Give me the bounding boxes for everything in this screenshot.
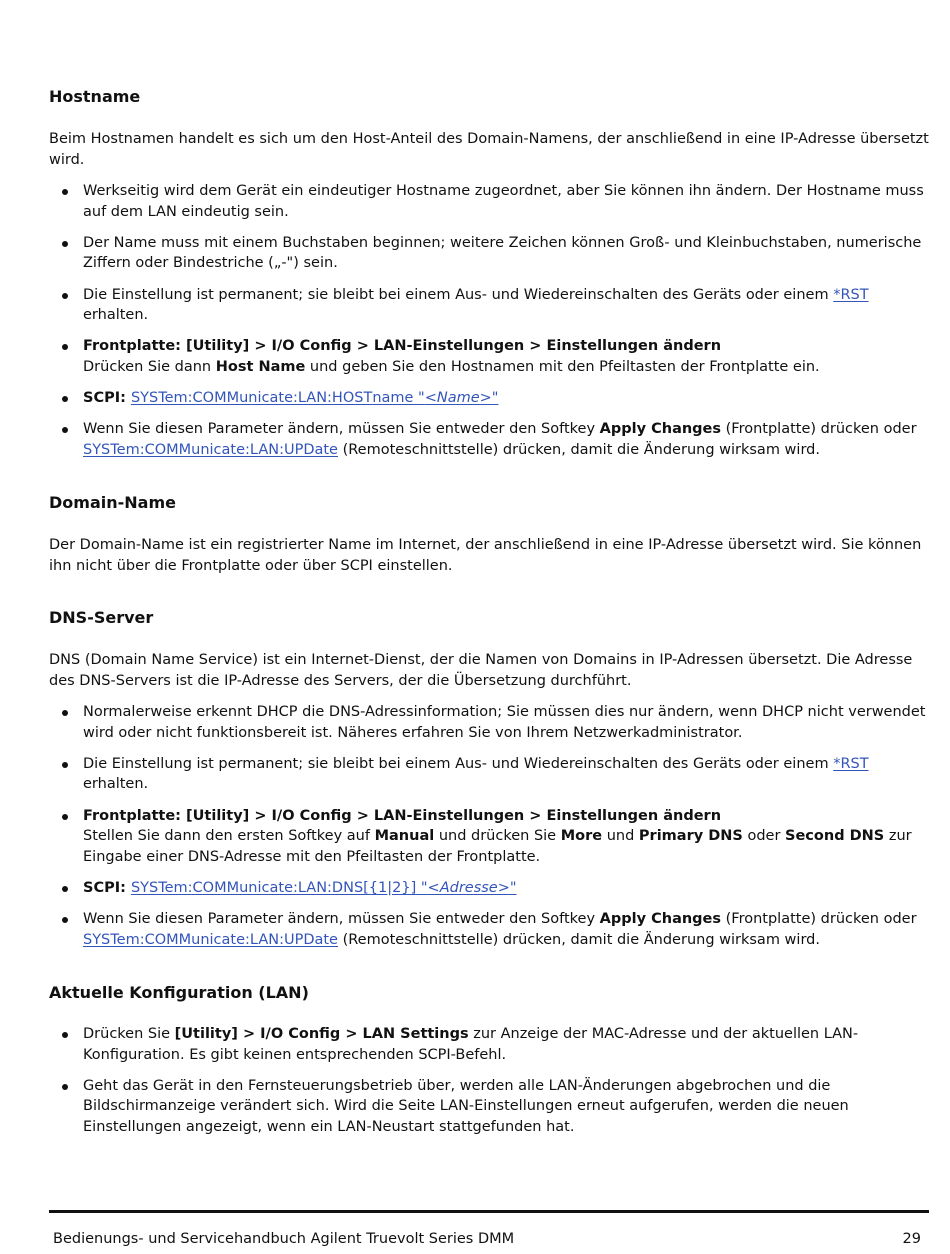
list-item: Die Einstellung ist permanent; sie bleibt bei einem Aus- und Wiedereinschalten des Geräts oder einem *RST erhalten. <box>49 754 929 795</box>
bullet-icon <box>62 710 68 716</box>
front-panel-path: [Utility] > I/O Config > LAN-Einstellungen > Einstellungen ändern <box>186 807 722 824</box>
rst-link[interactable]: *RST <box>833 286 869 303</box>
hostname-heading: Hostname <box>49 87 141 106</box>
config-heading: Aktuelle Konfiguration (LAN) <box>49 983 309 1002</box>
bullet-icon <box>62 1084 68 1090</box>
list-item: SCPI: SYSTem:COMMunicate:LAN:DNS[{1|2}] "<Adresse>" <box>49 878 929 899</box>
bullet-icon <box>62 396 68 402</box>
list-item: Wenn Sie diesen Parameter ändern, müssen Sie entweder den Softkey Apply Changes (Frontplatte) drücken oder SYSTem:COMMunicate:LAN:UPDate (Remoteschnittstelle) drücken, damit die Änderung wirksam wird. <box>49 419 929 460</box>
list-item: Geht das Gerät in den Fernsteuerungsbetrieb über, werden alle LAN-Änderungen abgebrochen und die Bildschirmanzeige verändert sich. Wird die Seite LAN-Einstellungen erneut aufgerufen, werden die neuen Einstellungen angezeigt, wenn ein LAN-Neustart stattgefunden hat. <box>49 1076 929 1138</box>
config-section <box>49 983 929 1148</box>
domain-intro: Der Domain-Name ist ein registrierter Name im Internet, der anschließend in eine IP-Adresse übersetzt wird. Sie können ihn nicht über die Frontplatte oder über SCPI einstellen. <box>49 537 922 574</box>
bullet-icon <box>62 917 68 923</box>
hostname-section <box>49 87 929 471</box>
bullet-icon <box>62 427 68 433</box>
bullet-icon <box>62 886 68 892</box>
list-item: Werkseitig wird dem Gerät ein eindeutiger Hostname zugeordnet, aber Sie können ihn ändern. Der Hostname muss auf dem LAN eindeutig sein. <box>49 181 929 222</box>
dns-heading: DNS-Server <box>49 608 154 627</box>
domain-section <box>49 493 929 576</box>
bullet-icon <box>62 293 68 299</box>
front-panel-path: [Utility] > I/O Config > LAN-Einstellungen > Einstellungen ändern <box>186 338 722 355</box>
page-number: 29 <box>902 1231 921 1247</box>
scpi-hostname-link[interactable]: SYSTem:COMMunicate:LAN:HOSTname "<Name>" <box>130 390 499 407</box>
list-item: Die Einstellung ist permanent; sie bleibt bei einem Aus- und Wiedereinschalten des Geräts oder einem *RST erhalten. <box>49 285 929 326</box>
bullet-icon <box>62 1032 68 1038</box>
dns-list <box>49 702 929 950</box>
config-list <box>49 1024 929 1137</box>
list-item: SCPI: SYSTem:COMMunicate:LAN:HOSTname "<Name>" <box>49 388 929 409</box>
list-item: Wenn Sie diesen Parameter ändern, müssen Sie entweder den Softkey Apply Changes (Frontplatte) drücken oder SYSTem:COMMunicate:LAN:UPDate (Remoteschnittstelle) drücken, damit die Änderung wirksam wird. <box>49 909 929 950</box>
list-item: Frontplatte: [Utility] > I/O Config > LAN-Einstellungen > Einstellungen ändern Drücken Sie dann Host Name und geben Sie den Hostnamen mit den Pfeiltasten der Frontplatte ein. <box>49 336 929 377</box>
list-item: Frontplatte: [Utility] > I/O Config > LAN-Einstellungen > Einstellungen ändern Stellen Sie dann den ersten Softkey auf Manual und drücken Sie More und Primary DNS oder Second DNS zur Eingabe einer DNS-Adresse mit den Pfeiltasten der Frontplatte. <box>49 806 929 868</box>
domain-heading: Domain-Name <box>49 493 176 512</box>
scpi-dns-link[interactable]: SYSTem:COMMunicate:LAN:DNS[{1|2}] "<Adresse>" <box>130 879 517 896</box>
bullet-icon <box>62 762 68 768</box>
hostname-intro: Beim Hostnamen handelt es sich um den Host-Anteil des Domain-Namens, der anschließend in eine IP-Adresse übersetzt wird. <box>49 131 929 168</box>
list-item: Drücken Sie [Utility] > I/O Config > LAN Settings zur Anzeige der MAC-Adresse und der aktuellen LAN-Konfiguration. Es gibt keinen entsprechenden SCPI-Befehl. <box>49 1024 929 1065</box>
lan-update-link[interactable]: SYSTem:COMMunicate:LAN:UPDate <box>83 931 338 948</box>
lan-update-link[interactable]: SYSTem:COMMunicate:LAN:UPDate <box>83 441 338 458</box>
bullet-icon <box>62 241 68 247</box>
list-item: Der Name muss mit einem Buchstaben beginnen; weitere Zeichen können Groß- und Kleinbuchstaben, numerische Ziffern oder Bindestriche („-") sein. <box>49 233 929 274</box>
dns-intro: DNS (Domain Name Service) ist ein Internet-Dienst, der die Namen von Domains in IP-Adressen übersetzt. Die Adresse des DNS-Servers ist die IP-Adresse des Servers, der die Übersetzung durchführt. <box>49 652 913 689</box>
hostname-list <box>49 181 929 460</box>
bullet-icon <box>62 344 68 350</box>
footer-title: Bedienungs- und Servicehandbuch Agilent Truevolt Series DMM <box>53 1231 515 1247</box>
bullet-icon <box>62 189 68 195</box>
list-item: Normalerweise erkennt DHCP die DNS-Adressinformation; Sie müssen dies nur ändern, wenn DHCP nicht verwendet wird oder nicht funktionsbereit ist. Näheres erfahren Sie von Ihrem Netzwerkadministrator. <box>49 702 929 743</box>
dns-section <box>49 608 929 961</box>
rst-link[interactable]: *RST <box>833 755 869 772</box>
footer-divider <box>49 1210 929 1213</box>
bullet-icon <box>62 814 68 820</box>
